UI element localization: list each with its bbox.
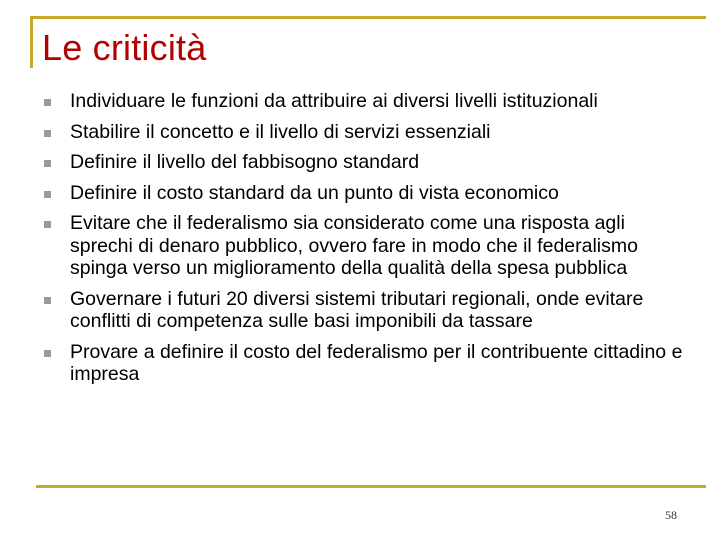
bullet-text: Definire il costo standard da un punto di vista economico: [70, 181, 559, 204]
title-frame-left-line: [30, 16, 33, 68]
bullet-text: Stabilire il concetto e il livello di servizi essenziali: [70, 120, 491, 143]
square-bullet-icon: [44, 297, 51, 304]
bullet-list: [44, 90, 684, 394]
slide-title: Le criticità: [42, 27, 207, 68]
bullet-item: [44, 182, 684, 205]
square-bullet-icon: [44, 99, 51, 106]
bullet-text: Provare a definire il costo del federalismo per il contribuente cittadino e impresa: [70, 340, 683, 385]
bullet-text: Governare i futuri 20 diversi sistemi tributari regionali, onde evitare conflitti di competenza sulle basi imponibili da tassare: [70, 287, 644, 332]
square-bullet-icon: [44, 130, 51, 137]
footer-divider-line: [36, 485, 706, 488]
square-bullet-icon: [44, 160, 51, 167]
square-bullet-icon: [44, 350, 51, 357]
bullet-item: [44, 288, 684, 333]
bullet-item: [44, 341, 684, 386]
bullet-item: [44, 151, 684, 174]
bullet-text: Definire il livello del fabbisogno standard: [70, 151, 420, 173]
title-frame-top-line: [30, 16, 706, 19]
bullet-item: [44, 121, 684, 144]
square-bullet-icon: [44, 191, 51, 198]
bullet-item: [44, 90, 684, 113]
square-bullet-icon: [44, 221, 51, 228]
page-number: 58: [665, 508, 677, 522]
bullet-item: [44, 212, 684, 280]
bullet-text: Individuare le funzioni da attribuire ai diversi livelli istituzionali: [70, 90, 598, 112]
bullet-text: Evitare che il federalismo sia considerato come una risposta agli sprechi di denaro pubblico, ovvero fare in modo che il federalismo spinga verso un miglioramento della qualità della spesa pubblica: [70, 212, 638, 279]
